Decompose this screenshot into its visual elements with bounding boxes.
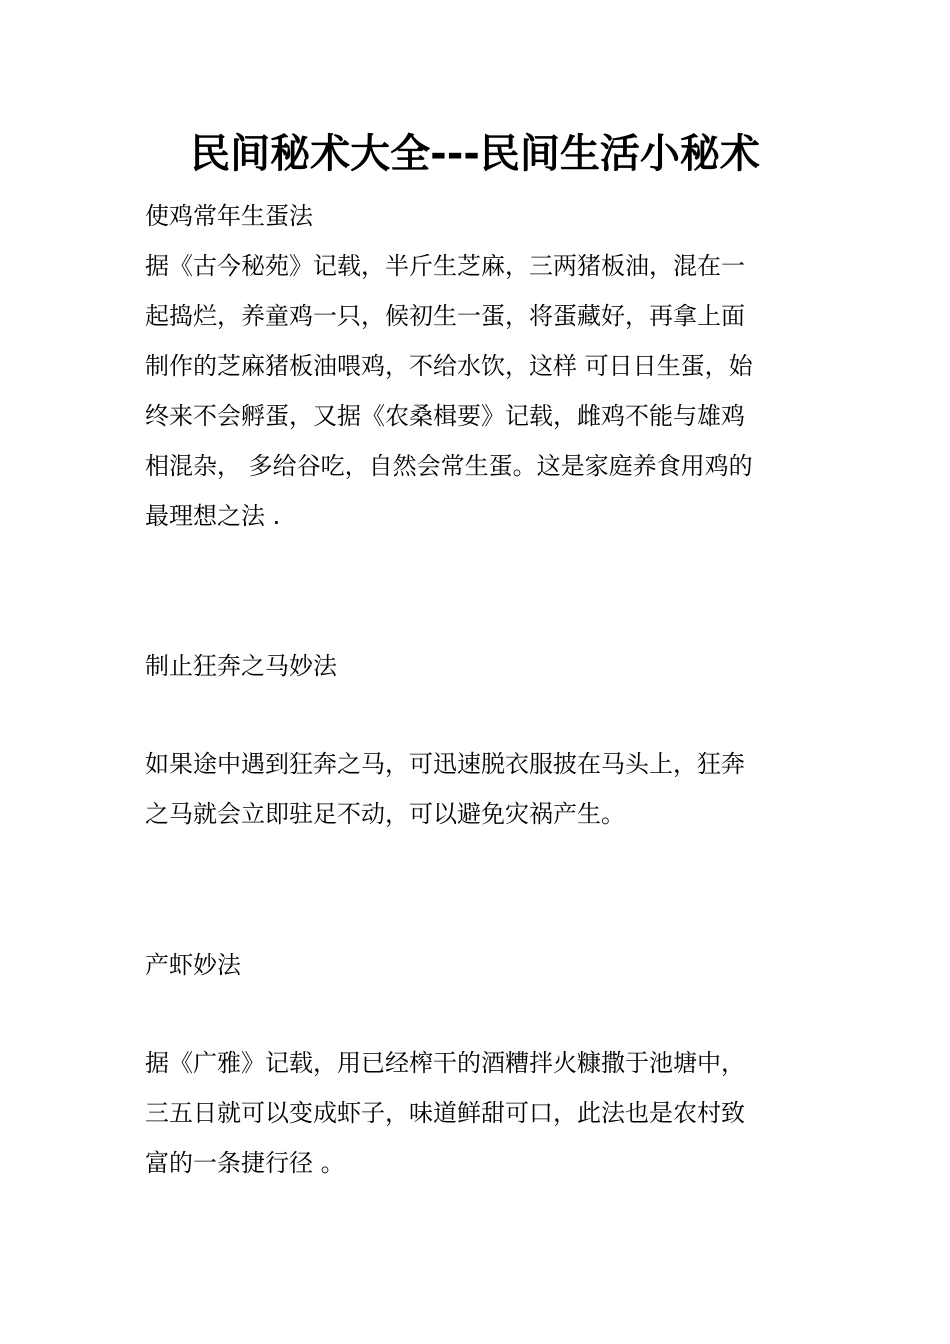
paragraph-line: 相混杂， 多给谷吃，自然会常生蛋。这是家庭养食用鸡的 bbox=[145, 452, 753, 480]
section-paragraph-shrimp bbox=[145, 1038, 815, 1188]
section-paragraph-stop-horse bbox=[145, 739, 815, 839]
paragraph-line: 据《广雅》记载，用已经榨干的酒糟拌火糠撒于池塘中， bbox=[145, 1049, 745, 1077]
section-heading-shrimp: 产虾妙法 bbox=[145, 951, 241, 979]
paragraph-line: 三五日就可以变成虾子，味道鲜甜可口，此法也是农村致 bbox=[145, 1099, 745, 1127]
document-title: 民间秘术大全---民间生活小秘术 bbox=[190, 131, 760, 177]
section-heading-egg-laying: 使鸡常年生蛋法 bbox=[145, 202, 313, 230]
paragraph-line: 富的一条捷行径 。 bbox=[145, 1149, 345, 1177]
section-heading-stop-horse: 制止狂奔之马妙法 bbox=[145, 652, 337, 680]
paragraph-line: 如果途中遇到狂奔之马，可迅速脱衣服披在马头上，狂奔 bbox=[145, 750, 745, 778]
paragraph-line: 最理想之法 . bbox=[145, 502, 281, 530]
paragraph-line: 终来不会孵蛋，又据《农桑楫要》记载，雌鸡不能与雄鸡 bbox=[145, 402, 745, 430]
paragraph-line: 据《古今秘苑》记载，半斤生芝麻，三两猪板油，混在一 bbox=[145, 252, 745, 280]
paragraph-line: 起捣烂，养童鸡一只，候初生一蛋，将蛋藏好，再拿上面 bbox=[145, 302, 745, 330]
paragraph-line: 制作的芝麻猪板油喂鸡，不给水饮，这样 可日日生蛋，始 bbox=[145, 352, 753, 380]
section-paragraph-egg-laying bbox=[145, 241, 815, 541]
paragraph-line: 之马就会立即驻足不动，可以避免灾祸产生。 bbox=[145, 800, 625, 828]
